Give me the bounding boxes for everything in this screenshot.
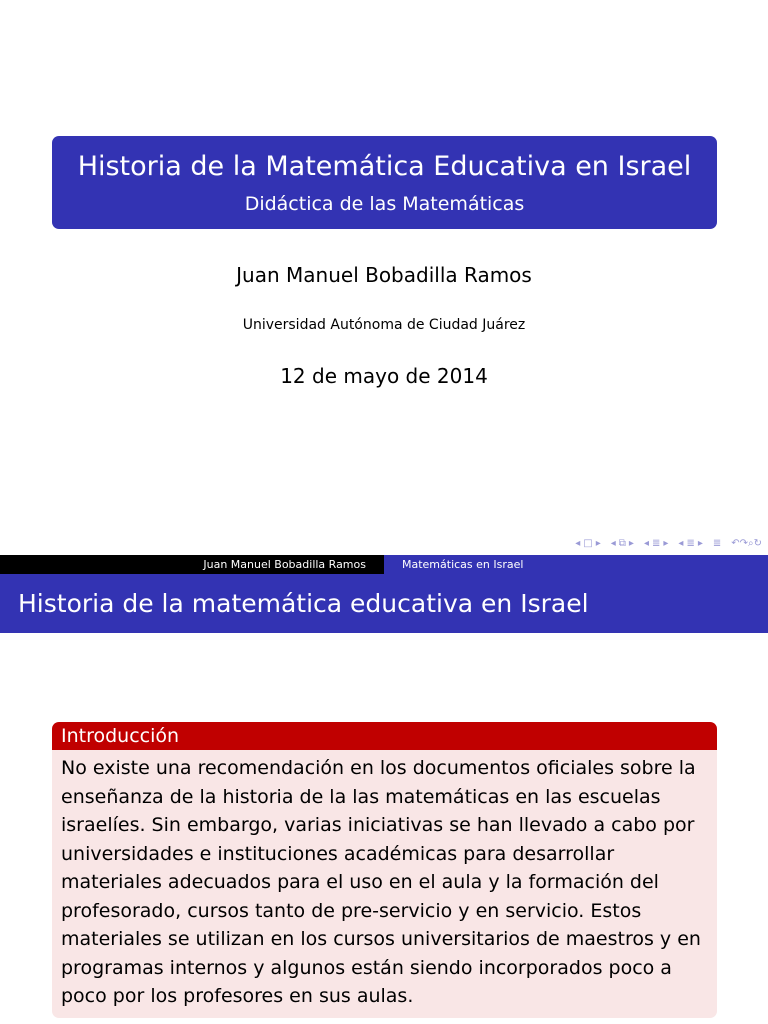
- presentation-subtitle: Didáctica de las Matemáticas: [244, 193, 525, 215]
- content-slide: [0, 555, 768, 1024]
- document-next-icon[interactable]: ▸: [697, 537, 703, 549]
- frame-navigation: [575, 538, 601, 549]
- title-box: [52, 136, 717, 229]
- intro-block: [52, 722, 717, 1018]
- presentation-title: Historia de la Matemática Educativa en Israel: [77, 151, 692, 182]
- frame-prev-icon[interactable]: ◂: [575, 537, 581, 549]
- headline-short-title[interactable]: Matemáticas en Israel: [384, 555, 768, 574]
- presentation-date: 12 de mayo de 2014: [280, 364, 488, 388]
- section-next-icon[interactable]: ▸: [663, 537, 669, 549]
- search-navigation: [731, 538, 762, 549]
- back-icon[interactable]: ≣: [712, 537, 722, 549]
- frame-next-icon[interactable]: ▸: [595, 537, 601, 549]
- block-title: Introducción: [52, 722, 717, 750]
- frame-title: Historia de la matemática educativa en Israel: [0, 574, 768, 633]
- headline-bar: [0, 555, 768, 574]
- back-navigation: [713, 538, 721, 549]
- section-navigation: [644, 538, 668, 549]
- subsection-icon[interactable]: ⧉: [618, 537, 626, 549]
- section-prev-icon[interactable]: ◂: [643, 537, 649, 549]
- block-body: No existe una recomendación en los documentos oficiales sobre la enseñanza de la historia de la las matemáticas en las escuelas israelíes. Sin embargo, varias iniciativas se han llevado a cabo por universidades e instituciones académicas para desarrollar materiales adecuados para el uso en el aula y la formación del profesorado, cursos tanto de pre-servicio y en servicio. Estos materiales se utilizan en los cursos universitarios de maestros y en programas internos y algunos están siendo incorporados poco a poco por los profesores en sus aulas.: [52, 750, 717, 1018]
- institute-name: Universidad Autónoma de Ciudad Juárez: [242, 317, 526, 333]
- document-navigation: [678, 538, 702, 549]
- subsection-navigation: [611, 538, 634, 549]
- frame-icon[interactable]: □: [583, 537, 593, 549]
- navigation-bar: [575, 535, 762, 551]
- headline-author[interactable]: Juan Manuel Bobadilla Ramos: [0, 555, 384, 574]
- subsection-next-icon[interactable]: ▸: [628, 537, 634, 549]
- search-icons[interactable]: ↶↷⌕↻: [731, 537, 762, 549]
- subsection-prev-icon[interactable]: ◂: [610, 537, 616, 549]
- section-icon[interactable]: ≣: [651, 537, 661, 549]
- author-name: Juan Manuel Bobadilla Ramos: [236, 263, 532, 287]
- document-icon[interactable]: ≣: [686, 537, 695, 549]
- document-prev-icon[interactable]: ◂: [678, 537, 684, 549]
